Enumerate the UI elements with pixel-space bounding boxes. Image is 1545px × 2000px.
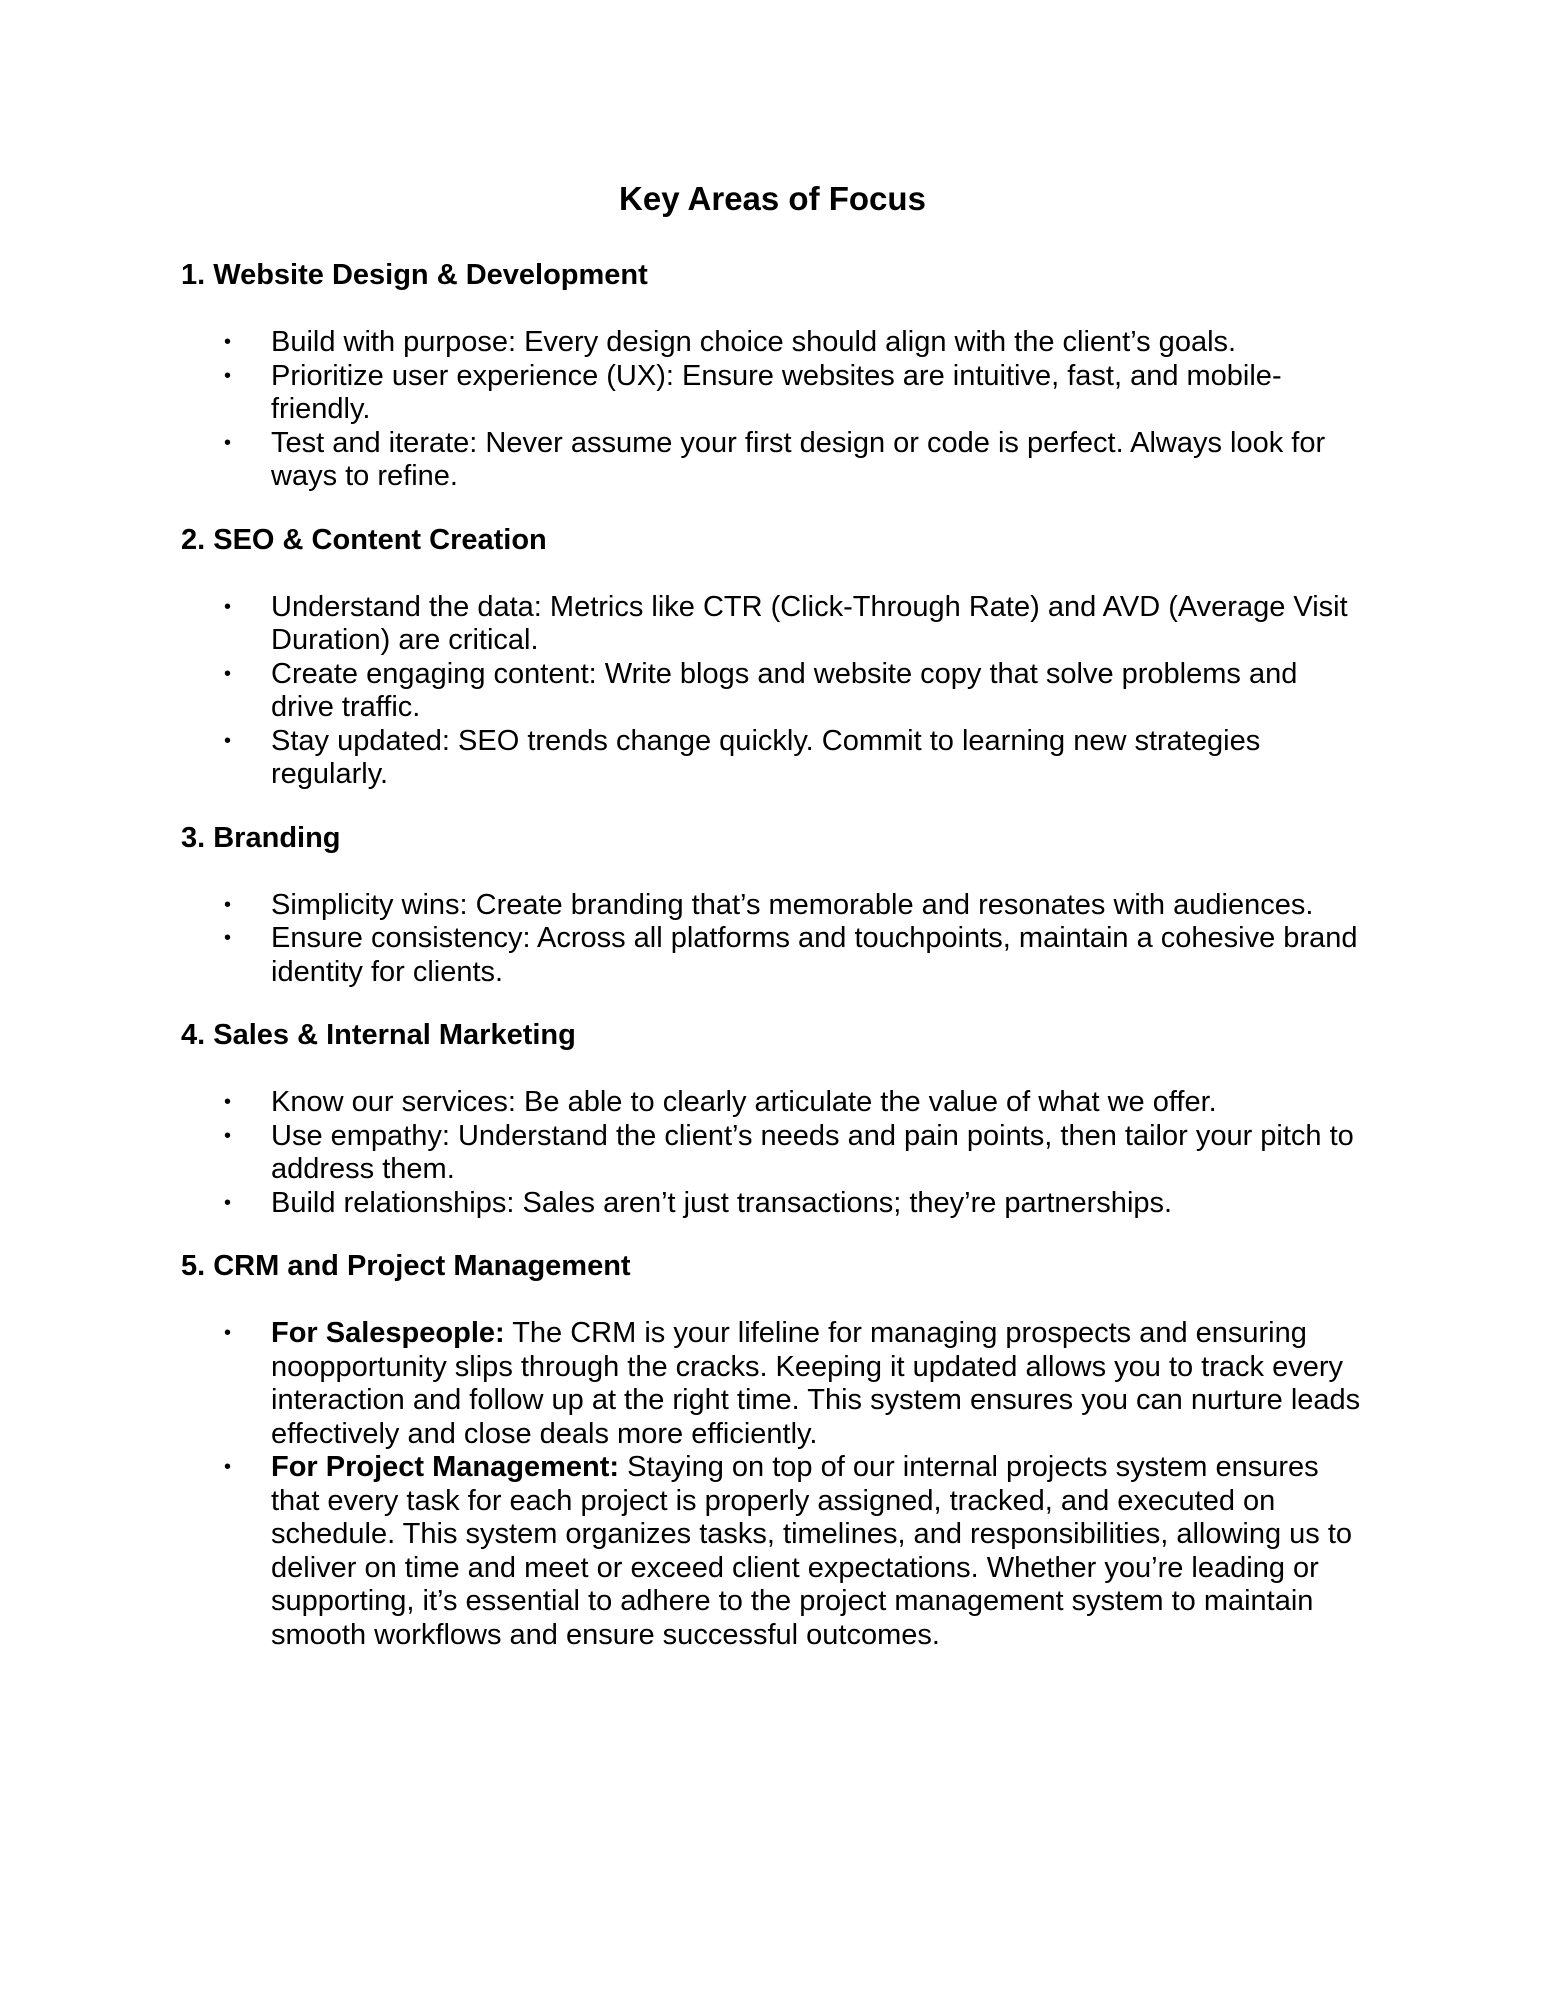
list-item bbox=[181, 889, 1361, 923]
section-5 bbox=[181, 1249, 1381, 1652]
item-text: Stay updated: SEO trends change quickly. Commit to learning new strategies regularly. bbox=[271, 724, 1261, 790]
list-item bbox=[181, 1451, 1361, 1652]
bullet-icon: • bbox=[224, 662, 232, 685]
item-text: Understand the data: Metrics like CTR (Click-Through Rate) and AVD (Average Visit Duration) are critical. bbox=[271, 590, 1348, 656]
item-lead-label: For Project Management: bbox=[271, 1451, 620, 1483]
bullet-icon: • bbox=[224, 1191, 232, 1214]
list-item bbox=[181, 326, 1361, 360]
bullet-icon: • bbox=[224, 331, 232, 353]
list-item bbox=[181, 1317, 1361, 1451]
section-heading: 4. Sales & Internal Marketing bbox=[181, 1019, 576, 1051]
item-text: The CRM is your lifeline for managing prospects and ensuring noopportunity slips through the cracks. Keeping it updated allows you to track every interaction and follow up at the right time. This system ensures you can nurture leads effectively and close deals more efficiently. bbox=[271, 1317, 1361, 1450]
list-item bbox=[181, 725, 1361, 792]
bullet-list bbox=[181, 1086, 1381, 1220]
bullet-list bbox=[181, 591, 1381, 792]
section-1 bbox=[181, 258, 1381, 494]
item-text: Use empathy: Understand the client’s needs and pain points, then tailor your pitch to address them. bbox=[271, 1119, 1354, 1185]
item-text: Create engaging content: Write blogs and website copy that solve problems and drive traffic. bbox=[271, 657, 1298, 723]
list-item bbox=[181, 1187, 1361, 1221]
item-lead-label: For Salespeople: bbox=[271, 1317, 505, 1349]
list-item bbox=[181, 360, 1361, 427]
bullet-icon: • bbox=[224, 1091, 232, 1113]
section-4 bbox=[181, 1018, 1381, 1220]
bullet-icon: • bbox=[224, 927, 232, 949]
section-3 bbox=[181, 821, 1381, 990]
list-item bbox=[181, 591, 1361, 658]
section-heading: 2. SEO & Content Creation bbox=[181, 523, 547, 556]
bullet-icon: • bbox=[224, 1456, 232, 1478]
list-item bbox=[181, 658, 1361, 725]
document-body bbox=[181, 258, 1381, 1681]
section-2 bbox=[181, 523, 1381, 792]
bullet-list bbox=[181, 1317, 1381, 1652]
item-text: Staying on top of our internal projects system ensures that every task for each project is properly assigned, tracked, and executed on schedule. This system organizes tasks, timelines, and responsibilities, allowing us to deliver on time and meet or exceed client expectations. Whether you’re leading or supporting, it’s essential to adhere to the project management system to maintain smooth workflows and ensure successful outcomes. bbox=[271, 1451, 1353, 1651]
list-item bbox=[181, 1120, 1361, 1187]
list-item bbox=[181, 427, 1361, 494]
item-text: Prioritize user experience (UX): Ensure websites are intuitive, fast, and mobile-friendly. bbox=[271, 359, 1282, 425]
bullet-list bbox=[181, 326, 1381, 494]
item-text: Know our services: Be able to clearly articulate the value of what we offer. bbox=[271, 1086, 1217, 1118]
section-heading: 1. Website Design & Development bbox=[181, 259, 648, 291]
bullet-icon: • bbox=[224, 595, 232, 618]
item-text: Build relationships: Sales aren’t just transactions; they’re partnerships. bbox=[271, 1186, 1173, 1219]
item-text: Simplicity wins: Create branding that’s memorable and resonates with audiences. bbox=[271, 888, 1314, 921]
bullet-icon: • bbox=[224, 364, 232, 387]
item-text: Ensure consistency: Across all platforms and touchpoints, maintain a cohesive brand identity for clients. bbox=[271, 922, 1358, 988]
bullet-icon: • bbox=[224, 1124, 232, 1147]
list-item bbox=[181, 922, 1361, 989]
section-heading: 3. Branding bbox=[181, 821, 341, 854]
list-item bbox=[181, 1086, 1361, 1120]
bullet-icon: • bbox=[224, 893, 232, 916]
bullet-icon: • bbox=[224, 1322, 232, 1344]
item-text: Build with purpose: Every design choice should align with the client’s goals. bbox=[271, 326, 1237, 358]
section-heading: 5. CRM and Project Management bbox=[181, 1250, 631, 1282]
page-title: Key Areas of Focus bbox=[619, 180, 926, 217]
bullet-icon: • bbox=[224, 431, 232, 454]
item-text: Test and iterate: Never assume your first design or code is perfect. Always look for ways to refine. bbox=[271, 426, 1326, 492]
bullet-list bbox=[181, 889, 1381, 990]
bullet-icon: • bbox=[224, 729, 232, 752]
